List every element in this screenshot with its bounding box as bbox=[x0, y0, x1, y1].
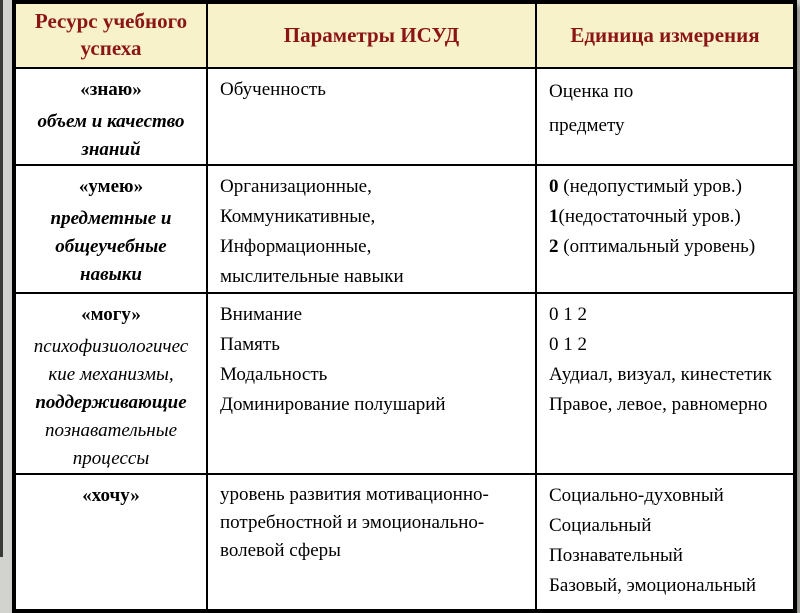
parameters-cell bbox=[207, 293, 536, 474]
col-header-parameters: Параметры ИСУД bbox=[207, 2, 536, 68]
resource-line: психофизиологичес bbox=[33, 335, 189, 357]
level-label: (недопустимый уров.) bbox=[558, 175, 742, 197]
resource-line: кие механизмы, bbox=[48, 363, 174, 385]
resource-title: «умею» bbox=[78, 175, 144, 197]
parameter-line: Обученность bbox=[220, 78, 326, 100]
unit-line: Оценка по bbox=[549, 80, 634, 102]
left-edge-strip bbox=[0, 0, 3, 557]
table-header-row bbox=[14, 2, 795, 68]
parameter-line: Внимание bbox=[220, 303, 303, 325]
unit-line: 0 1 2 bbox=[549, 303, 587, 325]
resource-cell bbox=[14, 293, 207, 474]
isud-parameters-table bbox=[12, 0, 797, 613]
parameter-paragraph: уровень развития мотивационно-потребностной и эмоционально-волевой сферы bbox=[220, 483, 489, 561]
table-row-znayu bbox=[14, 68, 795, 165]
unit-line: Познавательный bbox=[549, 544, 683, 566]
parameters-cell bbox=[207, 68, 536, 165]
level-label: (недостаточный уров.) bbox=[558, 205, 741, 227]
units-cell bbox=[536, 474, 795, 611]
units-cell bbox=[536, 68, 795, 165]
unit-line: Социально-духовный bbox=[549, 484, 724, 506]
unit-line: Аудиал, визуал, кинестетик bbox=[549, 363, 772, 385]
resource-line: поддерживающие bbox=[35, 391, 187, 413]
unit-line: предмету bbox=[549, 114, 625, 136]
resource-subtitle: объем и качество знаний bbox=[37, 110, 185, 160]
parameter-line: Доминирование полушарий bbox=[220, 393, 446, 415]
unit-line: Правое, левое, равномерно bbox=[549, 393, 768, 415]
col-header-units: Единица измерения bbox=[536, 2, 795, 68]
level-label: (оптимальный уровень) bbox=[558, 235, 756, 257]
resource-cell bbox=[14, 165, 207, 293]
unit-line: Социальный bbox=[549, 514, 652, 536]
unit-line bbox=[549, 232, 785, 262]
parameter-line: Память bbox=[220, 333, 280, 355]
resource-cell bbox=[14, 68, 207, 165]
parameter-line: Информационные, bbox=[220, 235, 372, 257]
parameter-line: Организационные, bbox=[220, 175, 372, 197]
unit-line bbox=[549, 202, 785, 232]
level-value: 2 bbox=[549, 235, 559, 257]
parameter-line: мыслительные навыки bbox=[220, 265, 404, 287]
unit-line: Базовый, эмоциональный bbox=[549, 574, 757, 596]
resource-title: «знаю» bbox=[80, 78, 142, 100]
level-value: 1 bbox=[549, 205, 559, 227]
units-cell bbox=[536, 293, 795, 474]
resource-cell bbox=[14, 474, 207, 611]
parameters-cell bbox=[207, 165, 536, 293]
resource-title: «могу» bbox=[81, 303, 141, 325]
parameter-line: Коммуникативные, bbox=[220, 205, 376, 227]
col-header-resource: Ресурс учебного успеха bbox=[14, 2, 207, 68]
resource-line: познавательные bbox=[44, 419, 178, 441]
resource-line: процессы bbox=[72, 447, 150, 469]
table-row-hochu bbox=[14, 474, 795, 611]
level-value: 0 bbox=[549, 175, 559, 197]
parameters-cell bbox=[207, 474, 536, 611]
resource-subtitle: предметные и общеучебные навыки bbox=[50, 207, 172, 285]
table-row-mogu bbox=[14, 293, 795, 474]
parameter-line: Модальность bbox=[220, 363, 328, 385]
table-row-umeyu bbox=[14, 165, 795, 293]
unit-line bbox=[549, 172, 785, 202]
units-cell bbox=[536, 165, 795, 293]
resource-title: «хочу» bbox=[82, 484, 140, 506]
unit-line: 0 1 2 bbox=[549, 333, 587, 355]
